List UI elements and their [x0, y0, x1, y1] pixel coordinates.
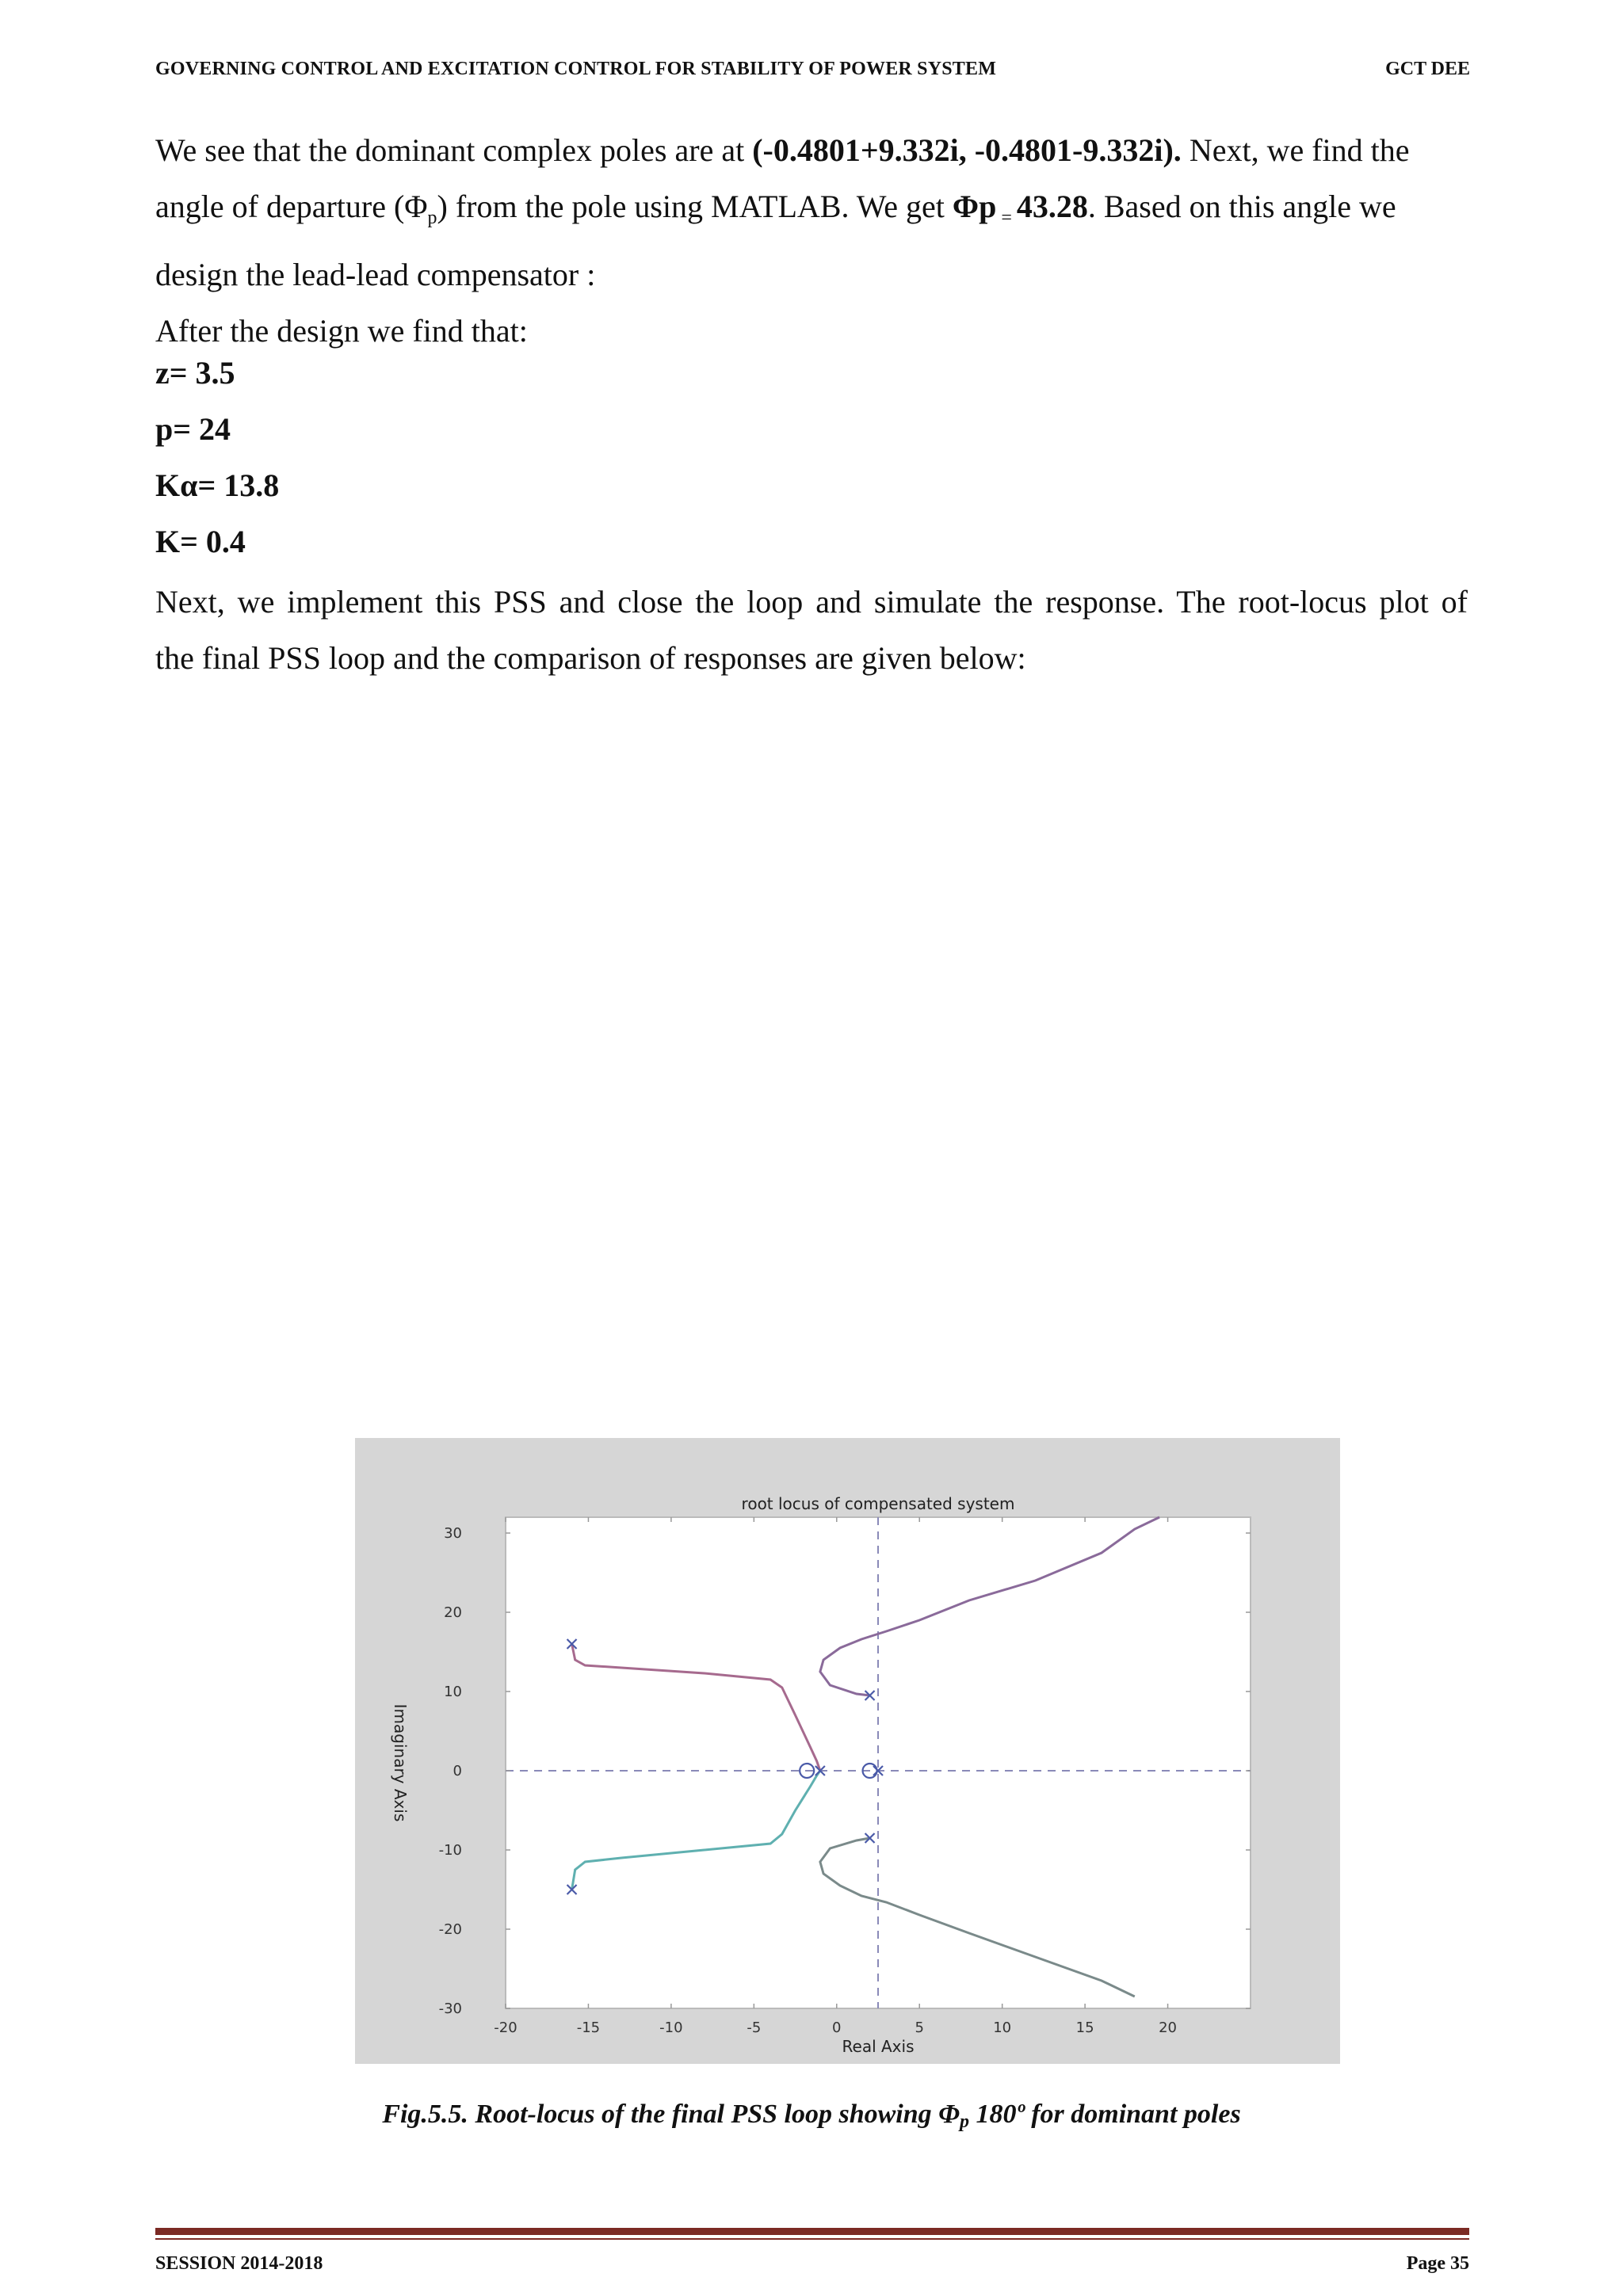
- paragraph-line: the final PSS loop and the comparison of responses are given below:: [155, 640, 1026, 676]
- chart-title: root locus of compensated system: [741, 1494, 1015, 1513]
- running-header-title: GOVERNING CONTROL AND EXCITATION CONTROL FOR STABILITY OF POWER SYSTEM: [155, 59, 997, 79]
- figure-caption: [0, 2100, 1623, 2133]
- y-tick-label: 10: [444, 1684, 462, 1700]
- result-p: p= 24: [155, 411, 231, 447]
- paragraph-line: After the design we find that:: [155, 313, 528, 349]
- x-tick-label: -10: [659, 2019, 683, 2036]
- footer-session: SESSION 2014-2018: [155, 2253, 323, 2274]
- angle-value: 43.28: [1016, 189, 1088, 224]
- root-locus-figure: [355, 1438, 1340, 2064]
- y-tick-label: -10: [438, 1842, 462, 1859]
- paragraph-line: [155, 122, 1468, 178]
- footer-rule-thin: [155, 2238, 1469, 2240]
- paragraph-line: [155, 178, 1468, 246]
- paragraph-implementation: [155, 574, 1468, 686]
- x-tick-label: 15: [1075, 2019, 1094, 2036]
- result-ka: Kα= 13.8: [155, 467, 280, 503]
- text-run: angle of departure (Φ: [155, 189, 428, 224]
- subscript: p: [427, 208, 437, 228]
- text-run: . Based on this angle we: [1087, 189, 1396, 224]
- x-tick-label: 10: [993, 2019, 1012, 2036]
- y-axis-label: Imaginary Axis: [391, 1703, 410, 1822]
- footer-rule-thick: [155, 2228, 1469, 2235]
- caption-text: Fig.5.5. Root-locus of the final PSS loop showing Φ: [382, 2100, 960, 2129]
- text-run: Next, we find the: [1181, 132, 1410, 168]
- text-run: We see that the dominant complex poles are at: [155, 132, 753, 168]
- caption-text: 180º for dominant poles: [969, 2100, 1241, 2129]
- y-tick-label: 0: [453, 1763, 462, 1779]
- footer-page-number: Page 35: [1406, 2253, 1469, 2274]
- paragraph-dominant-poles: [155, 122, 1468, 359]
- equals-sign: =: [996, 208, 1017, 228]
- x-tick-label: 20: [1159, 2019, 1178, 2036]
- dominant-poles-value: (-0.4801+9.332i, -0.4801-9.332i).: [752, 132, 1182, 168]
- y-tick-label: -30: [438, 2000, 462, 2017]
- result-z: z= 3.5: [155, 355, 235, 391]
- x-tick-label: -20: [494, 2019, 517, 2036]
- root-locus-chart: [355, 1438, 1340, 2064]
- result-k: K= 0.4: [155, 524, 246, 559]
- caption-subscript: p: [960, 2111, 969, 2132]
- x-tick-label: -15: [576, 2019, 601, 2036]
- x-axis-label: Real Axis: [842, 2037, 915, 2056]
- paragraph-line: Next, we implement this PSS and close the loop and simulate the response. The root-locus plot of: [155, 584, 1468, 620]
- y-tick-label: 30: [444, 1525, 462, 1542]
- angle-symbol: Φp: [952, 189, 997, 224]
- running-header-dept: GCT DEE: [1385, 59, 1470, 79]
- paragraph-line: design the lead-lead compensator :: [155, 257, 596, 292]
- y-tick-label: 20: [444, 1604, 462, 1621]
- x-tick-label: -5: [747, 2019, 762, 2036]
- text-run: ) from the pole using MATLAB. We get: [437, 189, 953, 224]
- y-tick-label: -20: [438, 1921, 462, 1938]
- x-tick-label: 0: [832, 2019, 842, 2036]
- x-tick-label: 5: [915, 2019, 924, 2036]
